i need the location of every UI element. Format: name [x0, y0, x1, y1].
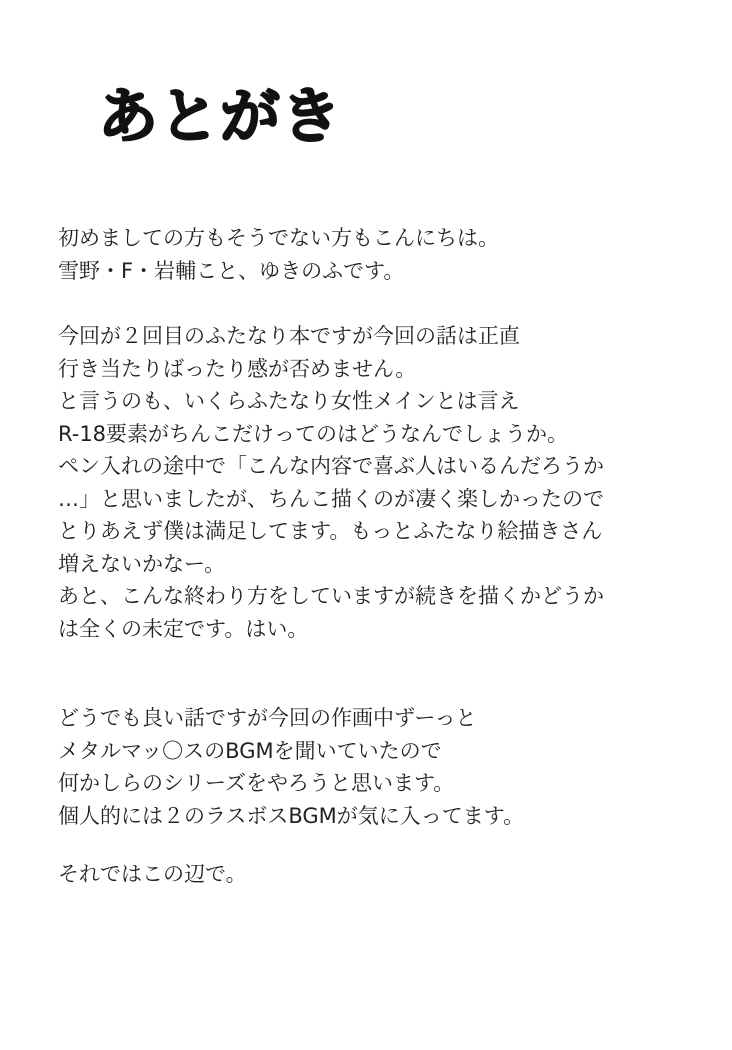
text-line: 初めましての方もそうでない方もこんにちは。 — [58, 226, 499, 250]
text-line: メタルマッ〇スのBGMを聞いていたので — [58, 738, 442, 763]
main-paragraph — [58, 320, 604, 645]
text-line: 雪野・F・岩輔こと、ゆきのふです。 — [58, 258, 405, 283]
text-line: とりあえず僕は満足してます。もっとふたなり絵描きさん — [58, 519, 603, 543]
text-line: 個人的には２のラスボスBGMが気に入ってます。 — [58, 803, 525, 828]
text-line: ペン入れの途中で「こんな内容で喜ぶ人はいるんだろうか — [58, 454, 604, 478]
text-line: と言うのも、いくらふたなり女性メインとは言え — [58, 389, 520, 413]
closing-paragraph — [58, 858, 247, 891]
text-line: それではこの辺で。 — [58, 862, 247, 886]
greeting-paragraph — [58, 222, 499, 287]
text-line: 行き当たりばったり感が否めません。 — [58, 356, 417, 381]
text-line: どうでも良い話ですが今回の作画中ずーっと — [58, 706, 477, 730]
bgm-paragraph — [58, 702, 524, 832]
text-line: R-18要素がちんこだけってのはどうなんでしょうか。 — [58, 421, 569, 446]
page-title: あとがき — [98, 82, 342, 152]
text-line: あと、こんな終わり方をしていますが続きを描くかどうか — [58, 584, 604, 608]
text-line: 何かしらのシリーズをやろうと思います。 — [58, 771, 455, 795]
text-line: は全くの未定です。はい。 — [58, 616, 309, 641]
text-line: 増えないかなー。 — [58, 551, 226, 576]
text-line: …」と思いましたが、ちんこ描くのが凄く楽しかったので — [58, 486, 604, 511]
text-line: 今回が２回目のふたなり本ですが今回の話は正直 — [58, 324, 520, 348]
